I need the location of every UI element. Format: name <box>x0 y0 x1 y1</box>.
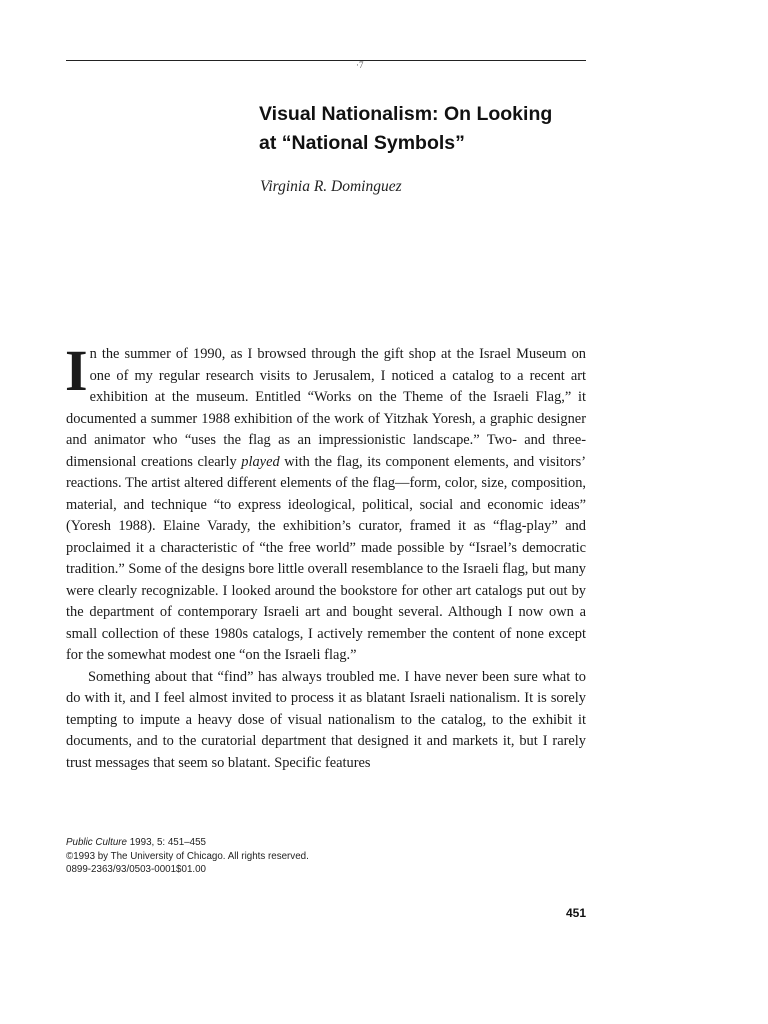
page-number: 451 <box>565 906 586 920</box>
paragraph-1-emphasis: played <box>241 453 280 470</box>
top-rule <box>66 60 586 61</box>
article-body <box>65 338 586 774</box>
paragraph-1-text-a: n the summer of 1990, as I browsed through the gift shop at the Israel Museum on one of my regular research visits to Jerusalem, I noticed a catalog to a recent art exhibition at the museum. Entitled “Works on the Theme of the Israeli Flag,” it documented a summer 1988 exhibition of the work of Yitzhak Yoresh, a graphic designer and animator who “uses the flag as an impressionistic landscape.” Two- and three-dimensional creations clearly <box>66 346 586 470</box>
citation-line <box>66 836 309 850</box>
publication-footer <box>66 836 309 877</box>
title-line-2: at “National Symbols” <box>259 132 465 154</box>
journal-name: Public Culture <box>66 837 127 848</box>
article-title <box>259 100 599 158</box>
paragraph-2: Something about that “find” has always troubled me. I have never been sure what to do with it, and I feel almost invited to process it as blatant Israeli nationalism. It is sorely tempting to impute a heavy dose of visual nationalism to the catalog, to the exhibit it documents, and to the curatorial department that designed it and markets it, but I rarely trust messages that seem so blatant. Specific features <box>66 668 586 771</box>
citation-details: 1993, 5: 451–455 <box>127 837 206 848</box>
title-line-1: Visual Nationalism: On Looking <box>259 103 553 125</box>
copyright-line: ©1993 by The University of Chicago. All rights reserved. <box>66 850 309 862</box>
author-name: Virginia R. Dominguez <box>260 178 402 195</box>
rule-mark: ·7 <box>356 60 364 70</box>
drop-cap: I <box>65 338 86 403</box>
paragraph-1-text-b: with the flag, its component elements, and visitors’ reactions. The artist altered different elements of the flag—form, color, size, composition, material, and technique “to express ideological, political, social and economic ideas” (Yoresh 1988). Elaine Varady, the exhibition’s curator, framed it as “flag-play” and proclaimed it a characteristic of “the free world” made possible by “Israel’s democratic tradition.” Some of the designs bore little overall resemblance to the Israeli flag, but many were clearly recognizable. I looked around the bookstore for other art catalogs put out by the department of contemporary Israeli art and bought several. Although I now own a small collection of these 1980s catalogs, I actively remember the content of none except for the somewhat modest one “on the Israeli flag.” <box>66 453 586 663</box>
paragraph-1 <box>65 338 586 667</box>
issn-line: 0899-2363/93/0503-0001$01.00 <box>66 864 207 875</box>
